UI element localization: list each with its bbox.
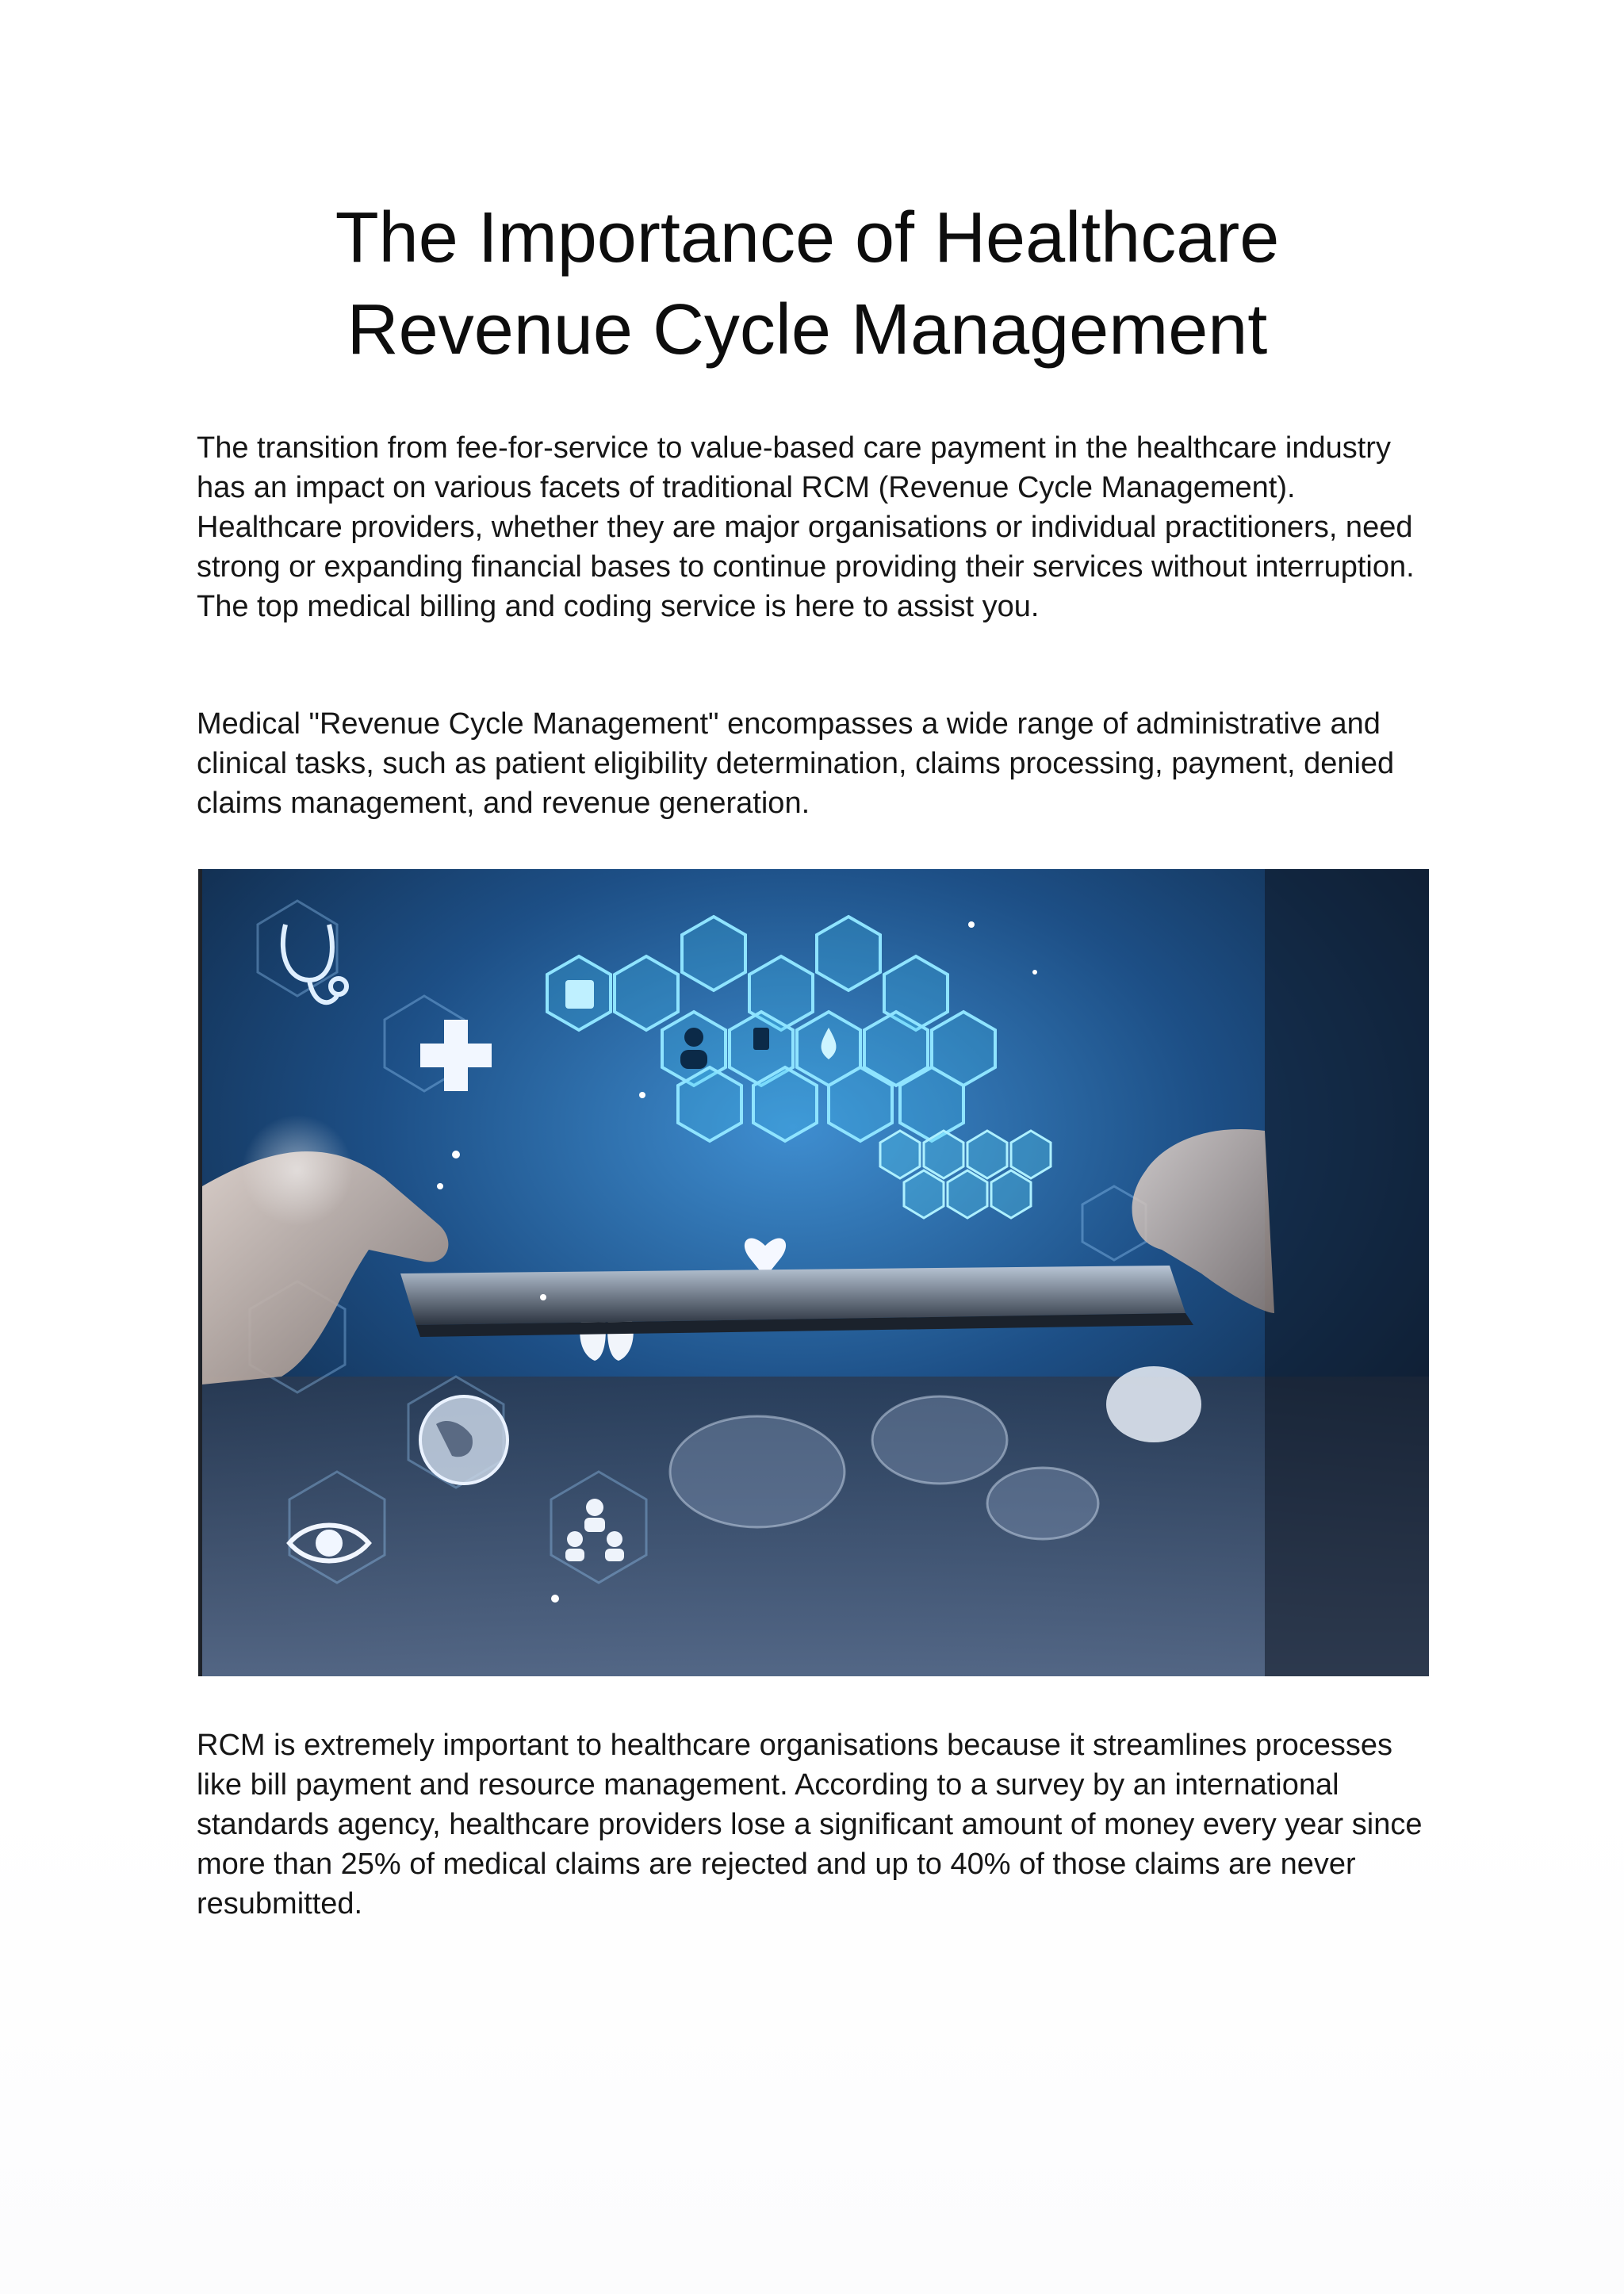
paragraph-definition: Medical "Revenue Cycle Management" encompasses a wide range of administrative and clinical tasks, such as patient eligibility determination, claims processing, payment, denied claims management, and revenue generation.	[197, 707, 1395, 820]
brain-icon	[1106, 1366, 1201, 1442]
title-line-1: The Importance of Healthcare	[335, 198, 1280, 278]
hero-illustration	[202, 869, 1429, 1676]
clipboard-icon	[753, 1028, 769, 1050]
globe-icon	[420, 1396, 508, 1484]
pill-icon	[565, 980, 594, 1009]
hero-image	[198, 869, 1429, 1676]
paragraph-intro: The transition from fee-for-service to value-based care payment in the healthcare industry has an impact on various facets of traditional RCM (Revenue Cycle Management). Healthcare providers, whether they are major organisations or individual practitioners, need strong or expanding financial bases to continue providing their services without interruption. The top medical billing and coding service is here to assist you.	[197, 431, 1415, 623]
title-line-2: Revenue Cycle Management	[347, 290, 1268, 370]
paragraph-importance: RCM is extremely important to healthcare organisations because it streamlines processes like bill payment and resource management. According to a survey by an international standards agency, healthcare providers lose a significant amount of money every year since more than 25% of medical claims are rejected and up to 40% of those claims are never resubmitted.	[197, 1729, 1423, 1921]
page-title	[197, 192, 1418, 376]
